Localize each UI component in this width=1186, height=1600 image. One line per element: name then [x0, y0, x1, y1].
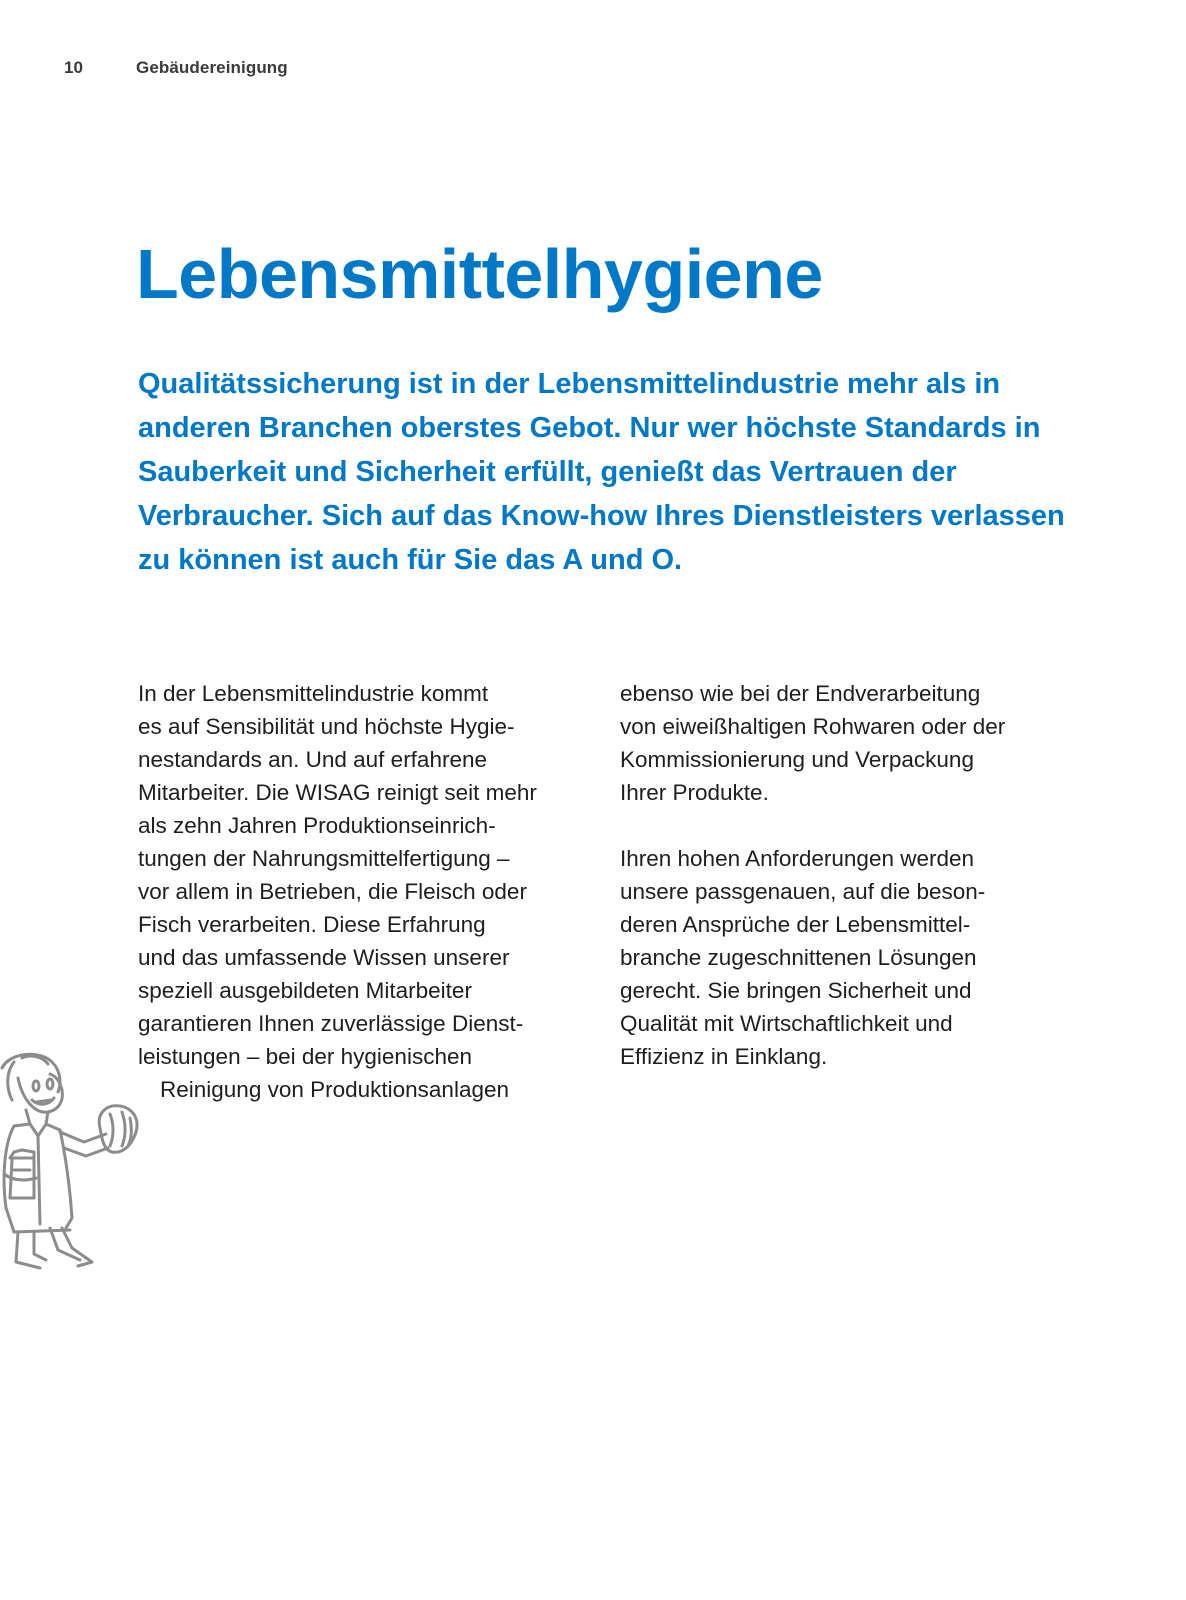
- page-title: Lebensmittelhygiene: [136, 235, 823, 313]
- body-column-right: [620, 677, 1005, 1106]
- running-header: [64, 58, 288, 78]
- text-line: ebenso wie bei der Endverarbeitung: [620, 681, 981, 706]
- text-line: unsere passgenauen, auf die beson-: [620, 879, 986, 904]
- text-line: Reinigung von Produktionsanlagen: [160, 1077, 510, 1102]
- text-line: branche zugeschnittenen Lösungen: [620, 945, 977, 970]
- text-line: von eiweißhaltigen Rohwaren oder der: [620, 714, 1006, 739]
- text-line: Mitarbeiter. Die WISAG reinigt seit mehr: [138, 780, 537, 805]
- text-line: speziell ausgebildeten Mitarbeiter: [138, 978, 472, 1003]
- cleaning-worker-illustration: [0, 1048, 150, 1276]
- body-paragraph-3: [620, 842, 1005, 1073]
- text-line: Effizienz in Einklang.: [620, 1044, 828, 1069]
- text-line: Ihrer Produkte.: [620, 780, 769, 805]
- text-line: nestandards an. Und auf erfahrene: [138, 747, 487, 772]
- text-line: Ihren hohen Anforderungen werden: [620, 846, 975, 871]
- text-line: gerecht. Sie bringen Sicherheit und: [620, 978, 972, 1003]
- text-line: vor allem in Betrieben, die Fleisch oder: [138, 879, 527, 904]
- text-line: leistungen – bei der hygienischen: [138, 1044, 472, 1069]
- page-number: 10: [64, 58, 84, 77]
- text-line: es auf Sensibilität und höchste Hygie-: [138, 714, 515, 739]
- text-line: Qualität mit Wirtschaftlichkeit und: [620, 1011, 953, 1036]
- cleaning-worker-icon: [0, 1048, 150, 1276]
- text-line: und das umfassende Wissen unserer: [138, 945, 510, 970]
- text-line: als zehn Jahren Produktionseinrich-: [138, 813, 496, 838]
- text-line: In der Lebensmittelindustrie kommt: [138, 681, 489, 706]
- text-line: garantieren Ihnen zuverlässige Dienst-: [138, 1011, 524, 1036]
- body-paragraph-2: [620, 677, 1005, 809]
- lead-paragraph: Qualitätssicherung ist in der Lebensmittelindustrie mehr als in anderen Branchen oberstes Gebot. Nur wer höchste Standards in Sauberkeit und Sicherheit erfüllt, genießt das Vertrauen der Verbraucher. Sich auf das Know-how Ihres Dienstleisters verlassen zu können ist auch für Sie das A und O.: [138, 368, 1065, 576]
- body-column-left: [138, 677, 537, 1139]
- section-title: Gebäudereinigung: [136, 58, 288, 77]
- text-line: deren Ansprüche der Lebensmittel-: [620, 912, 971, 937]
- text-line: tungen der Nahrungsmittelfertigung –: [138, 846, 510, 871]
- body-paragraph-1: [138, 677, 537, 1106]
- text-line: Fisch verarbeiten. Diese Erfahrung: [138, 912, 486, 937]
- text-line: Kommissionierung und Verpackung: [620, 747, 974, 772]
